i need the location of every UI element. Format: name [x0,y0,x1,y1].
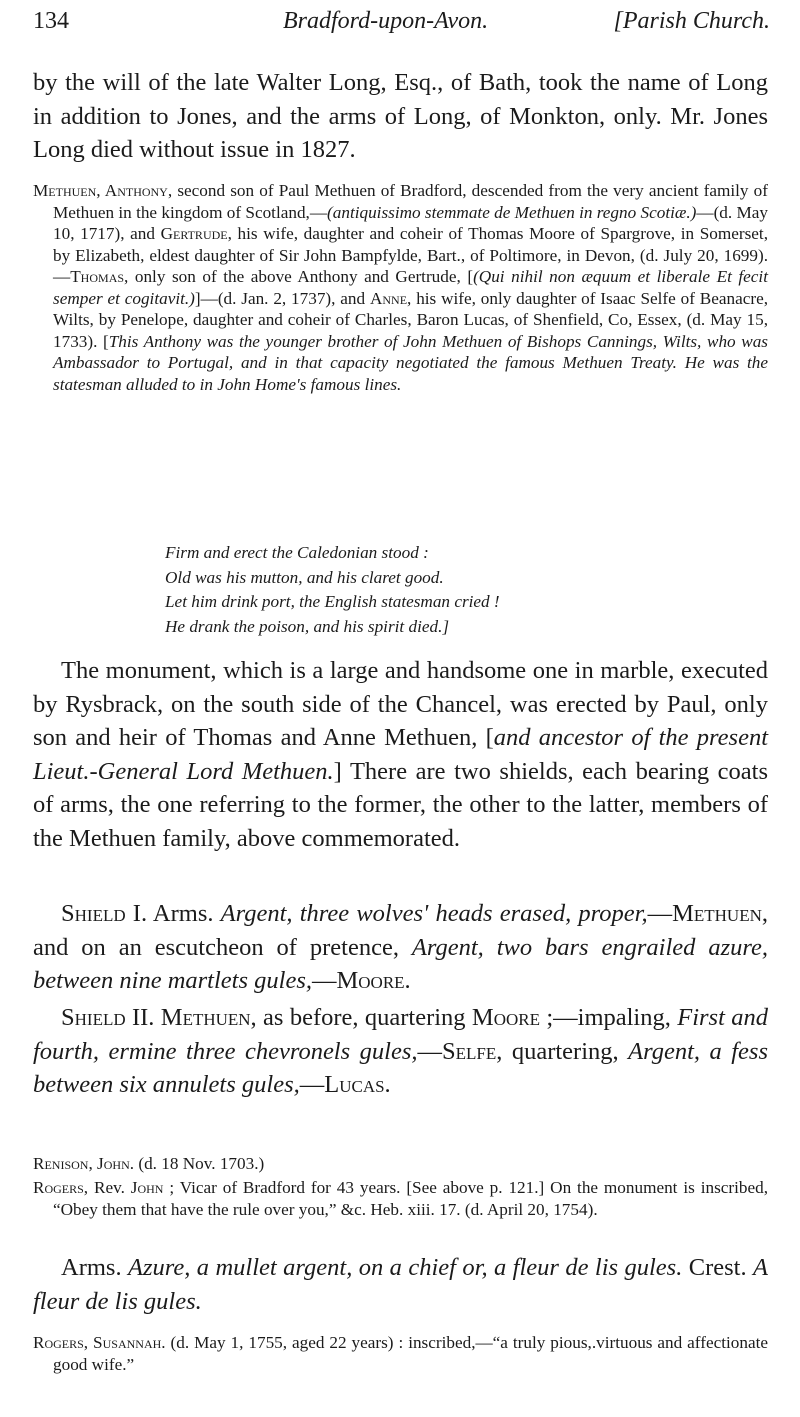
verse-line: He drank the poison, and his spirit died.] [165,616,450,636]
entry-rogers-john: Rogers, Rev. John ; Vicar of Bradford for 43 years. [See above p. 121.] On the monument is inscribed, “Obey them that have the rule over you,” &c. Heb. xiii. 17. (d. April 20, 1754). [33,1178,768,1219]
editorial-note: This Anthony was the younger brother of John Methuen of Bishops Cannings, Wilts, who was Ambassador to Portugal, and in that capacity negotiated the famous Methuen Treaty. He was the statesman alluded to in John Home's famous lines. [53,331,768,394]
page-number: 134 [33,8,69,34]
paragraph-long-jones: by the will of the late Walter Long, Esq., of Bath, took the name of Long in addition to Jones, and the arms of Long, of Monkton, only. Mr. Jones Long died without issue in 1827. [33,69,768,163]
entry-name: Methuen, Anthony, [33,181,173,200]
paragraph-rogers-arms: Arms. Azure, a mullet argent, on a chief or, a fleur de lis gules. Crest. A fleur de lis gules. [33,1254,768,1315]
entry-name: Thomas, [70,267,129,286]
running-title: Bradford-upon-Avon. [283,8,489,34]
entry-name: Rogers, Susannah. [33,1333,166,1352]
entry-name: Gertrude, [160,224,232,243]
running-header [33,8,770,42]
entry-name: Rogers, [33,1178,89,1197]
entry-name: Anne, [369,288,412,308]
entry-methuen: Methuen, Anthony, second son of Paul Methuen of Bradford, descended from the very ancient family of Methuen in the kingdom of Scotland,—(antiquissimo stemmate de Methuen in regno Scotiæ.)—(d. May 10, 1717), and Gertrude, his wife, daughter and coheir of Thomas Moore of Spargrove, in Somerset, by Elizabeth, eldest daughter of Sir John Bampfylde, Bart., of Poltimore, in Devon, (d. July 20, 1699).—Thomas, only son of the above Anthony and Gertrude, [(Qui nihil non æquum et liberale Et fecit semper et cogitavit.)]—(d. Jan. 2, 1737), and Anne, his wife, only daughter of Isaac Selfe of Beanacre, Wilts, by Penelope, daughter and coheir of Charles, Baron Lucas, of Shenfield, Co, Essex, (d. May 15, 1733). [This Anthony was the younger brother of John Methuen of Bishops Cannings, Wilts, who was Ambassador to Portugal, and in that capacity negotiated the famous Methuen Treaty. He was the statesman alluded to in John Home's famous lines. [33,181,768,394]
latin-motto: (antiquissimo stemmate de Methuen in regno Scotiæ.) [327,202,697,222]
paragraph-monument: The monument, which is a large and handsome one in marble, executed by Rysbrack, on the south side of the Chancel, was erected by Paul, only son and heir of Thomas and Anne Methuen, [and ancestor of the present Lieut.-General Lord Methuen.] There are two shields, each bearing coats of arms, the one referring to the former, the other to the latter, members of the Methuen family, above commemorated. [33,657,768,852]
verse-line: Old was his mutton, and his claret good. [165,567,444,587]
entry-rogers-susannah: Rogers, Susannah. (d. May 1, 1755, aged 22 years) : inscribed,—“a truly pious,.virtuous and affectionate good wife.” [33,1333,768,1374]
paragraph-shield-one: Shield I. Arms. Argent, three wolves' heads erased, proper,—Methuen, and on an escutcheon of pretence, Argent, two bars engrailed azure, between nine martlets gules,—Moore. [33,900,768,994]
entry-name: Renison, John. [33,1154,135,1173]
shield-label: Shield I. [61,900,148,927]
latin-inscription: (Qui nihil non æquum et liberale Et fecit semper et cogitavit.) [53,267,768,308]
running-section: [Parish Church. [613,8,770,34]
verse-line: Let him drink port, the English statesman cried ! [165,592,500,611]
entry-renison: Renison, John. (d. 18 Nov. 1703.) [33,1154,265,1173]
paragraph-shield-two: Shield II. Methuen, as before, quartering Moore ;—impaling, First and fourth, ermine three chevronels gules,—Selfe, quartering, Argent, a fess between six annulets gules,—Lucas. [33,1004,768,1098]
shield-label: Shield II. [61,1004,155,1031]
verse-line: Firm and erect the Caledonian stood : [165,543,429,562]
verse-quotation [165,541,500,639]
